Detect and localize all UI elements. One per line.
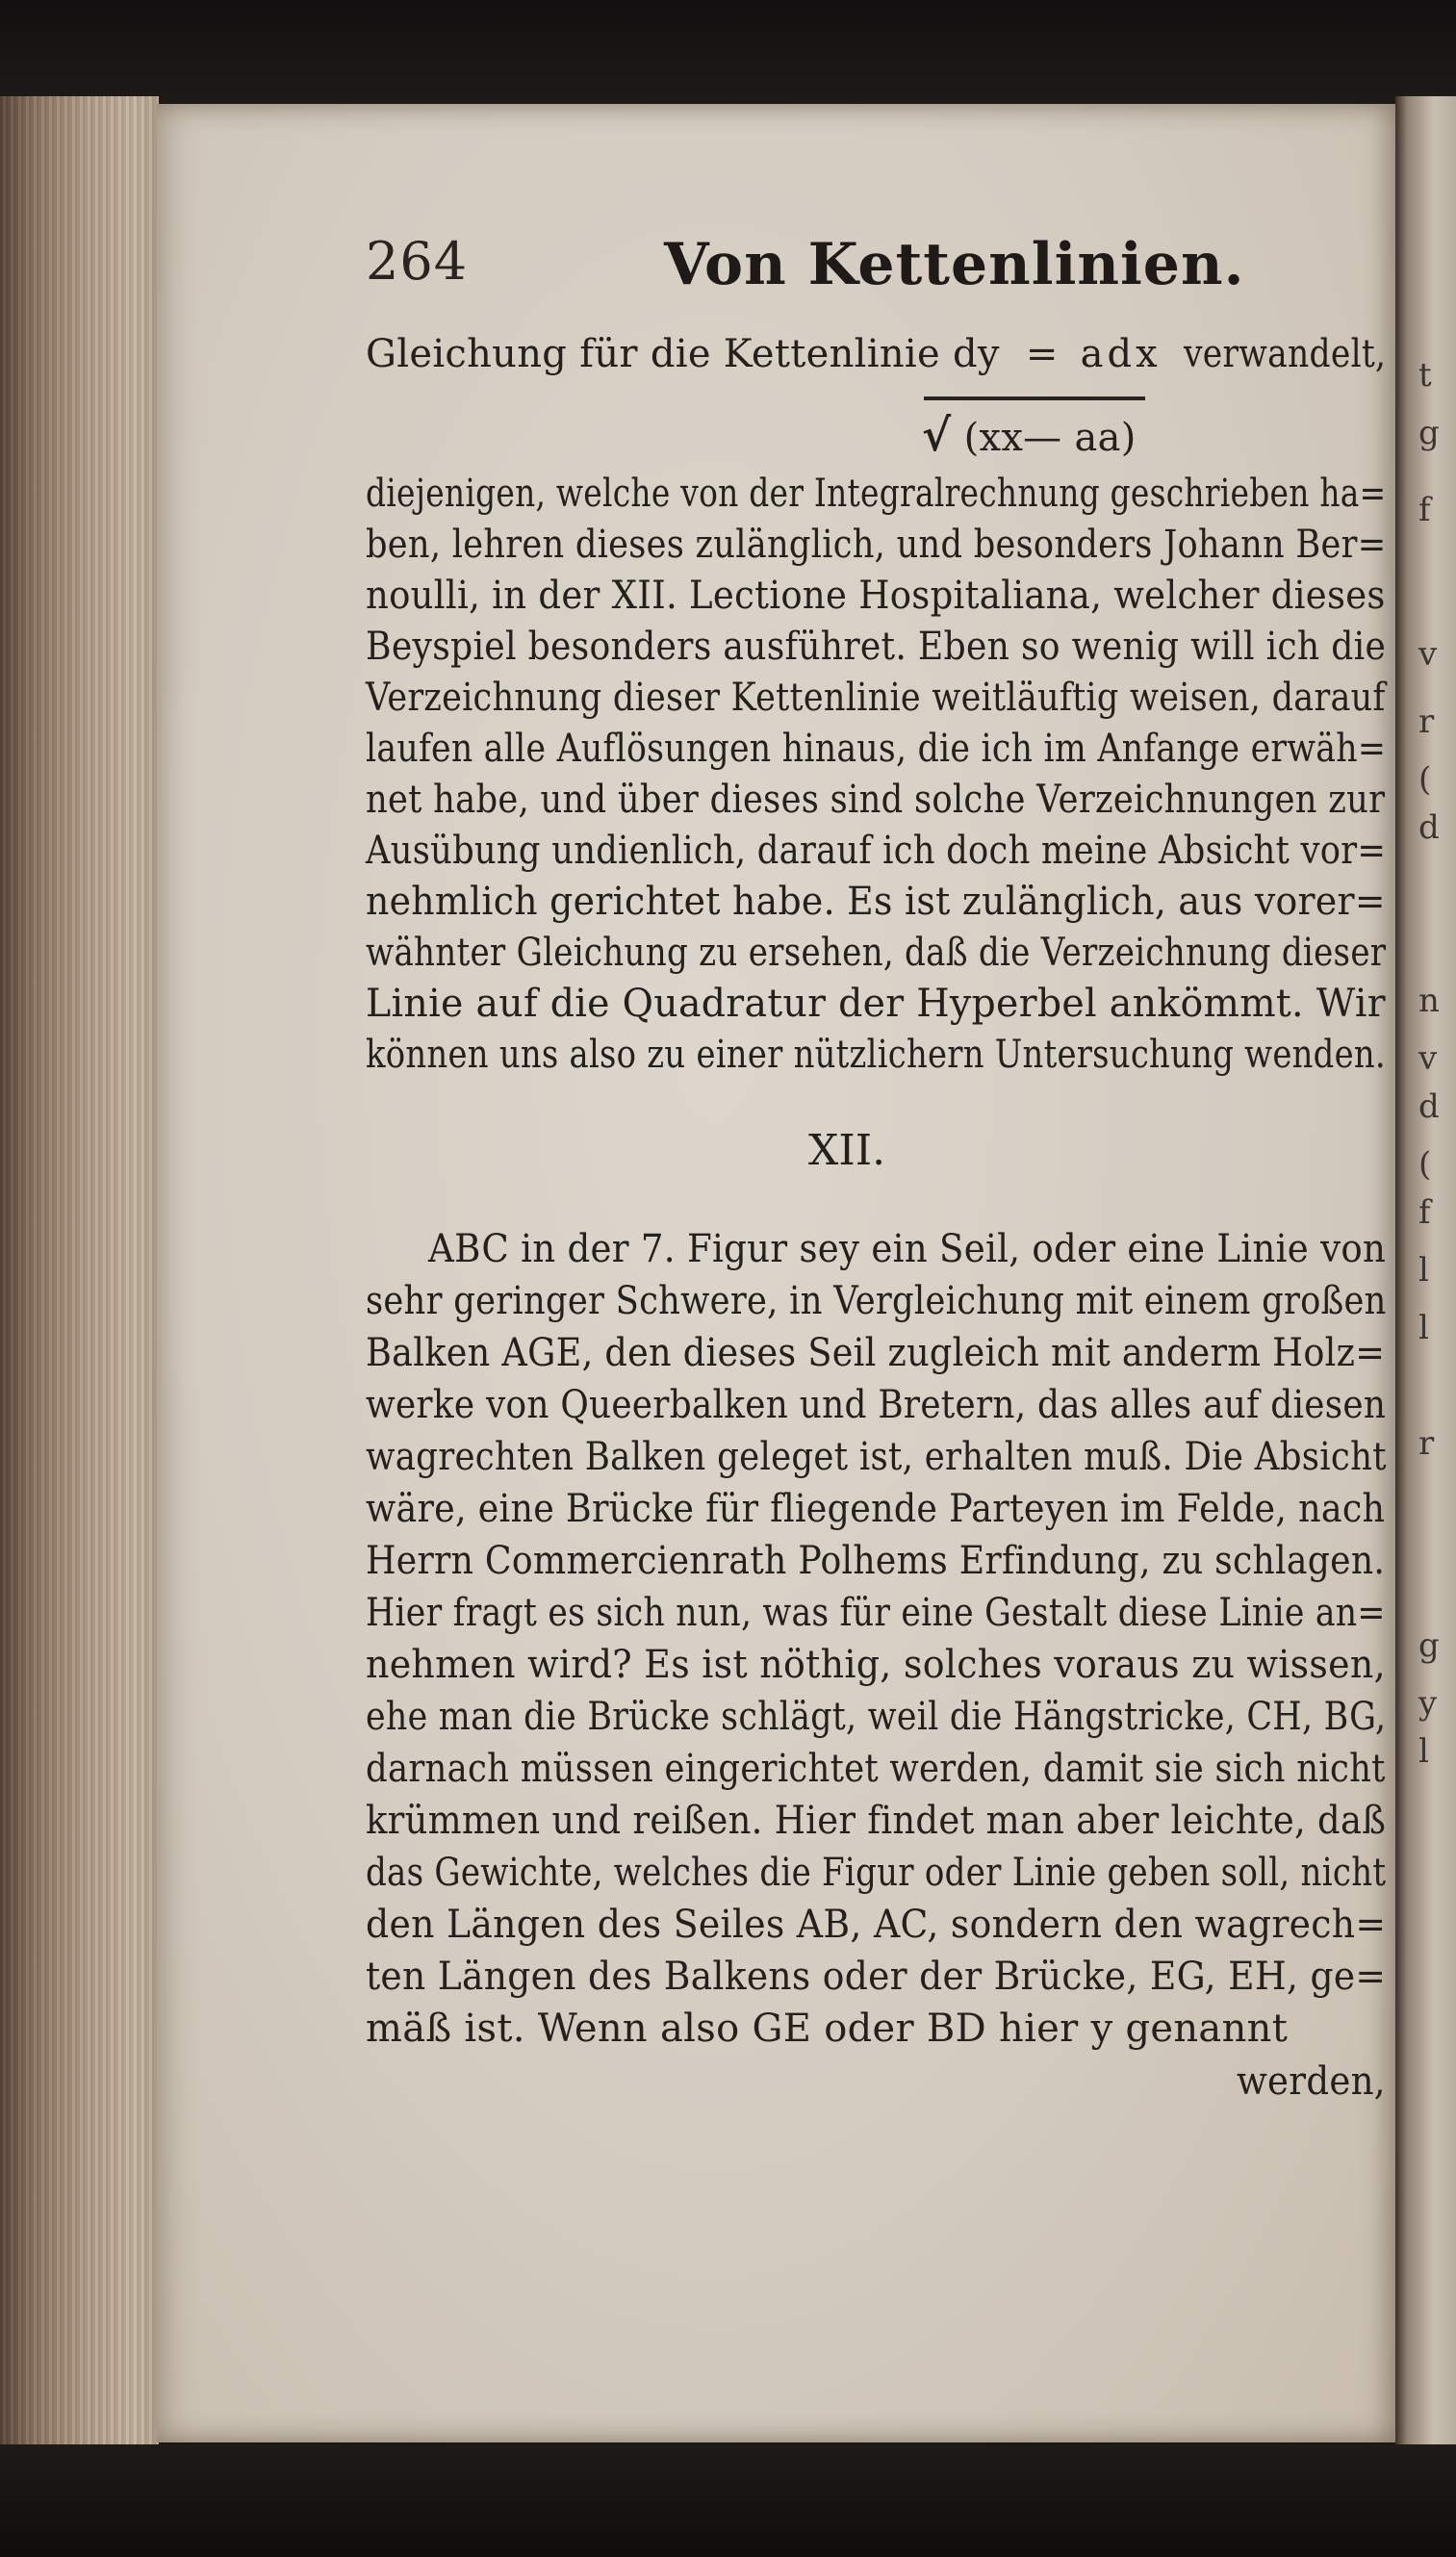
facing-fragment: l [1418,1732,1429,1771]
facing-fragment: l [1418,1309,1429,1347]
text-line: den Längen des Seiles AB, AC, sondern den wagrech= [366,1903,1387,1947]
text-line: nehmen wird? Es ist nöthig, solches voraus zu wissen, [366,1643,1386,1687]
text-line: mäß ist. Wenn also GE oder BD hier y genannt [366,2007,1289,2051]
text-line: das Gewichte, welches die Figur oder Linie geben soll, nicht [366,1851,1387,1895]
text-line: ABC in der 7. Figur sey ein Seil, oder eine Linie von [428,1227,1387,1271]
text-line: darnach müssen eingerichtet werden, damit sie sich nicht [366,1747,1386,1791]
text-line: ten Längen des Balkens oder der Brücke, EG, EH, ge= [366,1955,1387,1999]
text-line: laufen alle Auflösungen hinaus, die ich im Anfange erwäh= [366,727,1387,771]
section-heading: XII. [808,1126,886,1175]
text-line: noulli, in der XII. Lectione Hospitaliana, welcher dieses [366,574,1386,618]
facing-fragment: d [1418,808,1440,847]
facing-fragment: d [1418,1087,1440,1126]
text-line: Beyspiel besonders ausführet. Eben so wenig will ich die [366,625,1387,669]
text-line: wähnter Gleichung zu ersehen, daß die Verzeichnung dieser [366,931,1387,975]
background-bottom [0,2444,1456,2557]
formula-lead: Gleichung für die Kettenlinie dy [366,332,1000,376]
background-top [0,0,1456,108]
text-line: Hier fragt es sich nun, was für eine Gestalt diese Linie an= [366,1591,1386,1635]
text-line: werke von Queerbalken und Bretern, das alles auf diesen [366,1383,1387,1427]
formula-denominator [922,409,1137,461]
facing-fragment: v [1418,1039,1438,1078]
page-number: 264 [366,231,469,292]
catchword: werden, [1237,2059,1386,2104]
formula-verb: verwandelt, [1184,332,1387,376]
text-line: Linie auf die Quadratur der Hyperbel ankömmt. Wir [366,982,1386,1026]
text-line: wagrechten Balken geleget ist, erhalten muß. Die Absicht [366,1435,1387,1479]
facing-page-edge [1395,96,1456,2444]
facing-fragment: g [1418,414,1440,452]
facing-fragment: n [1418,982,1440,1020]
book-page [157,104,1395,2442]
facing-fragment: y [1418,1684,1438,1723]
text-line: net habe, und über dieses sind solche Verzeichnungen zur [366,778,1386,822]
facing-fragment: ( [1418,1145,1432,1184]
formula-line [366,332,1162,376]
text-line: können uns also zu einer nützlichern Untersuchung wenden. [366,1033,1386,1077]
text-line: sehr geringer Schwere, in Vergleichung mit einem großen [366,1279,1387,1323]
running-head: Von Kettenlinien. [664,231,1245,298]
text-line: Balken AGE, den dieses Seil zugleich mit anderm Holz= [366,1331,1386,1375]
facing-fragment: l [1418,1251,1429,1290]
facing-fragment: r [1418,1424,1435,1463]
facing-fragment: v [1418,635,1438,674]
text-line: Verzeichnung dieser Kettenlinie weitläuftig weisen, darauf [366,676,1386,720]
facing-fragment: f [1418,491,1431,529]
text-line: wäre, eine Brücke für fliegende Parteyen im Felde, nach [366,1487,1386,1531]
facing-fragment: r [1418,703,1435,741]
sqrt-sign: √ [922,409,952,461]
formula-equals: = [1025,332,1059,376]
text-line: Herrn Commercienrath Polhems Erfindung, zu schlagen. [366,1539,1386,1583]
denominator-text: (xx— aa) [963,416,1137,460]
facing-fragment: g [1418,1626,1440,1665]
text-line: nehmlich gerichtet habe. Es ist zulänglich, aus vorer= [366,880,1386,924]
facing-fragment: t [1418,356,1432,395]
text-line: ehe man die Brücke schlägt, weil die Hängstricke, CH, BG, [366,1695,1387,1739]
text-line: krümmen und reißen. Hier findet man aber leichte, daß [366,1799,1387,1843]
fraction-bar [924,396,1145,400]
text-line: ben, lehren dieses zulänglich, und besonders Johann Ber= [366,523,1387,567]
formula-numerator: adx [1080,332,1162,376]
facing-fragment: ( [1418,760,1432,799]
text-line: diejenigen, welche von der Integralrechnung geschrieben ha= [366,472,1387,516]
text-line: Ausübung undienlich, darauf ich doch meine Absicht vor= [366,829,1387,873]
facing-fragment: f [1418,1193,1431,1232]
page-edges-stack [0,96,159,2444]
